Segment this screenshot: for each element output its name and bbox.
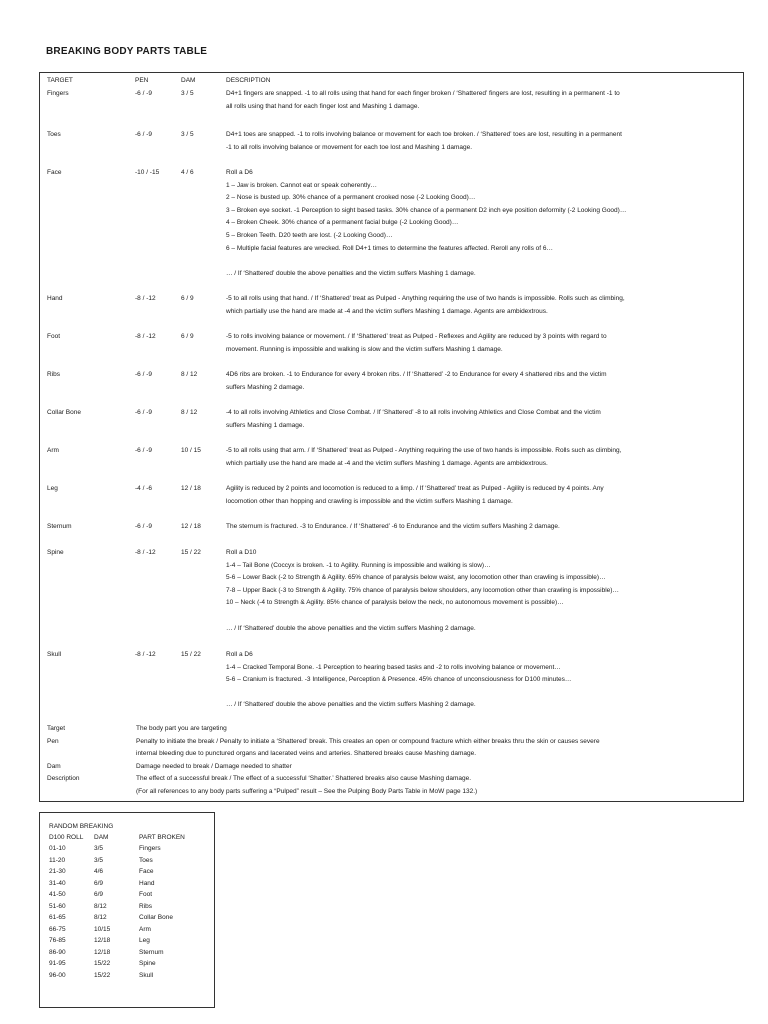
cell-dam: 8 / 12 (181, 409, 198, 416)
cell-description (226, 483, 738, 508)
cell-d100-roll: 11-20 (49, 856, 66, 864)
description-line: … / If ‘Shattered’ double the above penalties and the victim suffers Mashing 1 damage. (226, 269, 476, 277)
cell-target: Face (47, 169, 62, 176)
cell-pen: -4 / -6 (135, 485, 152, 492)
header-part-broken: PART BROKEN (139, 834, 185, 841)
description-line: Roll a D6 (226, 651, 253, 658)
description-line: 1-4 – Cracked Temporal Bone. -1 Perception to hearing based tasks and -2 to rolls involving balance or movement… (226, 663, 561, 671)
legend (40, 723, 743, 799)
description-line: The sternum is fractured. -3 to Endurance. / If ‘Shattered’ -6 to Endurance and the victim suffers Mashing 2 damage. (226, 523, 560, 530)
description-line: -1 to all rolls involving balance or movement for each toe lost and Mashing 1 damage. (226, 143, 473, 151)
description-line: 10 – Neck (-4 to Strength & Agility. 85% chance of paralysis below the neck, no autonomous movement is possible)… (226, 599, 564, 607)
cell-random-dam: 3/5 (94, 856, 104, 864)
cell-part-broken: Hand (139, 879, 155, 887)
cell-target: Collar Bone (47, 409, 81, 416)
description-line: … / If ‘Shattered’ double the above penalties and the victim suffers Mashing 2 damage. (226, 701, 476, 709)
legend-term: Description (47, 775, 80, 783)
cell-d100-roll: 31-40 (49, 879, 66, 887)
cell-random-dam: 15/22 (94, 971, 111, 979)
description-line: 5-6 – Cranium is fractured. -3 Intelligence, Perception & Presence. 45% chance of unconsciousness for D100 minutes… (226, 676, 572, 684)
description-line: -4 to all rolls involving Athletics and Close Combat. / If ‘Shattered’ -8 to all rolls involving Athletics and Close Combat and the victim (226, 409, 601, 416)
description-line: 6 – Multiple facial features are wrecked. Roll D4+1 times to determine the features affected. Reroll any rolls of 6… (226, 244, 554, 252)
cell-d100-roll: 51-60 (49, 902, 66, 910)
cell-target: Sternum (47, 523, 72, 530)
cell-pen: -6 / -9 (135, 409, 152, 416)
cell-pen: -6 / -9 (135, 371, 152, 378)
legend-continuation: (For all references to any body parts suffering a “Pulped” result – See the Pulping Body Parts Table in MoW page 132.) (136, 787, 478, 795)
cell-dam: 10 / 15 (181, 447, 201, 454)
description-line: which partially use the hand are made at -4 and the victim suffers Mashing 1 damage. Agents are ambidextrous. (226, 307, 548, 315)
cell-target: Skull (47, 651, 62, 658)
cell-d100-roll: 76-85 (49, 937, 66, 944)
cell-d100-roll: 01-10 (49, 845, 66, 852)
legend-definition: Penalty to initiate the break / Penalty to initiate a ‘Shattered’ break. This creates an open or compound fracture which either breaks thru the skin or causes severe (136, 737, 600, 745)
cell-pen: -6 / -9 (135, 131, 152, 138)
legend-continuation: internal bleeding due to punctured organs and lacerated veins and arteries. Shattered breaks cause Mashing damage. (136, 750, 477, 758)
cell-dam: 3 / 5 (181, 90, 194, 97)
breaking-table (39, 72, 744, 802)
cell-description (226, 88, 738, 113)
cell-random-dam: 3/5 (94, 845, 104, 852)
random-table-title: RANDOM BREAKING (49, 823, 114, 830)
cell-description (226, 129, 738, 154)
legend-row (40, 761, 743, 774)
legend-row (40, 773, 743, 786)
cell-dam: 12 / 18 (181, 523, 201, 530)
description-line: all rolls using that hand for each finger lost and Mashing 1 damage. (226, 102, 420, 110)
description-line: D4+1 toes are snapped. -1 to rolls involving balance or movement for each toe broken. / ‘Shattered’ toes are lost, resulting in a permanent (226, 131, 622, 138)
legend-definition: The effect of a successful break / The effect of a successful ‘Shatter.’ Shattered breaks also cause Mashing damage. (136, 775, 472, 783)
header-description: DESCRIPTION (226, 77, 271, 84)
cell-d100-roll: 21-30 (49, 868, 66, 875)
cell-description (226, 521, 738, 534)
cell-pen: -6 / -9 (135, 523, 152, 530)
description-line: 5 – Broken Teeth. D20 teeth are lost. (-2 Looking Good)… (226, 231, 393, 239)
description-line: -5 to all rolls using that arm. / If ‘Shattered’ treat as Pulped - Anything requiring the use of two hands is impossible. Rolls such as climbing, (226, 447, 622, 454)
description-line: 5-6 – Lower Back (-2 to Strength & Agility. 65% chance of paralysis below waist, any locomotion other than crawling is impossible)… (226, 574, 606, 582)
description-line: suffers Mashing 2 damage. (226, 383, 305, 391)
description-line: 1 – Jaw is broken. Cannot eat or speak coherently… (226, 181, 378, 189)
cell-part-broken: Leg (139, 937, 150, 944)
header-target: TARGET (47, 77, 73, 84)
cell-random-dam: 8/12 (94, 902, 107, 910)
cell-random-dam: 12/18 (94, 937, 111, 944)
description-line: 3 – Broken eye socket. -1 Perception to sight based tasks. 30% chance of a permanent D2 inch eye position deformity (-2 Looking Good)… (226, 206, 627, 214)
cell-part-broken: Foot (139, 891, 153, 898)
legend-row (40, 723, 743, 736)
cell-random-dam: 8/12 (94, 914, 107, 921)
cell-part-broken: Spine (139, 960, 156, 967)
cell-dam: 3 / 5 (181, 131, 194, 138)
cell-target: Hand (47, 295, 63, 302)
cell-description (226, 167, 738, 280)
random-breaking-table (39, 812, 215, 1008)
description-line: -5 to rolls involving balance or movement. / If ‘Shattered’ treat as Pulped - Reflexes and Agility are reduced by 3 points with regard to (226, 333, 607, 340)
cell-description (226, 293, 738, 318)
cell-pen: -8 / -12 (135, 549, 156, 556)
cell-random-dam: 4/6 (94, 868, 104, 875)
cell-dam: 6 / 9 (181, 333, 194, 340)
cell-dam: 8 / 12 (181, 371, 198, 378)
cell-d100-roll: 41-50 (49, 891, 66, 898)
cell-pen: -8 / -12 (135, 295, 156, 302)
cell-description (226, 369, 738, 394)
description-line: 4 – Broken Cheek. 30% chance of a permanent facial bulge (-2 Looking Good)… (226, 219, 459, 227)
description-line: Agility is reduced by 2 points and locomotion is reduced to a limp. / If ‘Shattered’ treat as Pulped - Agility is reduced by 4 points. Any (226, 485, 604, 492)
cell-part-broken: Arm (139, 925, 151, 933)
cell-description (226, 331, 738, 356)
description-line: 2 – Nose is busted up. 30% chance of a permanent crooked nose (-2 Looking Good)… (226, 194, 476, 202)
legend-term: Pen (47, 737, 59, 745)
description-line: -5 to all rolls using that hand. / If ‘Shattered’ treat as Pulped - Anything requiring the use of two hands is impossible. Rolls such as climbing, (226, 295, 625, 302)
header-pen: PEN (135, 77, 149, 84)
cell-target: Spine (47, 549, 64, 556)
legend-term: Dam (47, 762, 61, 770)
cell-target: Toes (47, 131, 61, 138)
line-gap (226, 255, 738, 268)
cell-target: Fingers (47, 90, 69, 97)
description-line: Roll a D10 (226, 549, 257, 556)
cell-pen: -8 / -12 (135, 333, 156, 340)
description-line: suffers Mashing 1 damage. (226, 421, 305, 429)
header-dam: DAM (181, 77, 196, 84)
line-gap (226, 687, 738, 700)
header-random-dam: DAM (94, 834, 109, 841)
cell-dam: 4 / 6 (181, 169, 194, 176)
cell-random-dam: 6/9 (94, 891, 104, 898)
description-line: 7-8 – Upper Back (-3 to Strength & Agility. 75% chance of paralysis below shoulders, any locomotion other than crawling is impossible)… (226, 586, 619, 594)
legend-continuation-row (40, 786, 743, 799)
legend-definition: The body part you are targeting (136, 725, 227, 732)
legend-term: Target (47, 725, 66, 732)
cell-random-dam: 15/22 (94, 960, 111, 967)
page-title: BREAKING BODY PARTS TABLE (46, 46, 208, 57)
cell-dam: 12 / 18 (181, 485, 201, 492)
description-line: locomotion other than hopping and crawling is impossible and the victim suffers Mashing 1 damage. (226, 497, 513, 505)
cell-description (226, 407, 738, 432)
cell-pen: -10 / -15 (135, 169, 160, 176)
cell-part-broken: Face (139, 868, 154, 875)
cell-random-dam: 10/15 (94, 925, 111, 933)
cell-d100-roll: 96-00 (49, 971, 66, 979)
description-line: Roll a D6 (226, 169, 253, 176)
header-d100-roll: D100 ROLL (49, 834, 84, 841)
cell-part-broken: Toes (139, 856, 153, 864)
legend-definition: Damage needed to break / Damage needed to shatter (136, 762, 292, 770)
cell-description (226, 547, 738, 635)
description-line: D4+1 fingers are snapped. -1 to all rolls using that hand for each finger broken / ‘Shattered’ fingers are lost, resulting in a permanent -1 to (226, 90, 620, 97)
cell-description (226, 445, 738, 470)
cell-dam: 15 / 22 (181, 651, 201, 658)
legend-continuation-row (40, 748, 743, 761)
cell-dam: 15 / 22 (181, 549, 201, 556)
cell-target: Foot (47, 333, 61, 340)
description-line: which partially use the hand are made at -4 and the victim suffers Mashing 1 damage. Agents are ambidextrous. (226, 459, 548, 467)
cell-d100-roll: 66-75 (49, 925, 66, 933)
cell-d100-roll: 86-90 (49, 948, 66, 956)
cell-part-broken: Skull (139, 971, 154, 979)
cell-pen: -6 / -9 (135, 90, 152, 97)
cell-description (226, 649, 738, 712)
cell-target: Ribs (47, 371, 61, 378)
cell-pen: -8 / -12 (135, 651, 156, 658)
cell-pen: -6 / -9 (135, 447, 152, 454)
cell-part-broken: Sternum (139, 948, 164, 956)
line-gap (226, 610, 738, 623)
cell-part-broken: Ribs (139, 902, 153, 910)
description-line: … / If ‘Shattered’ double the above penalties and the victim suffers Mashing 2 damage. (226, 624, 476, 632)
cell-part-broken: Fingers (139, 845, 161, 852)
cell-random-dam: 12/18 (94, 948, 111, 956)
legend-row (40, 736, 743, 749)
cell-dam: 6 / 9 (181, 295, 194, 302)
cell-d100-roll: 91-95 (49, 960, 66, 967)
cell-d100-roll: 61-65 (49, 914, 66, 921)
description-line: 1-4 – Tail Bone (Coccyx is broken. -1 to Agility. Running is impossible and walking is slow)… (226, 561, 491, 569)
cell-part-broken: Collar Bone (139, 914, 173, 921)
description-line: movement. Running is impossible and walking is slow and the victim suffers Mashing 1 damage. (226, 345, 503, 353)
cell-target: Leg (47, 485, 58, 492)
cell-random-dam: 6/9 (94, 879, 104, 887)
cell-target: Arm (47, 447, 59, 454)
description-line: 4D6 ribs are broken. -1 to Endurance for every 4 broken ribs. / If ‘Shattered’ -2 to Endurance for every 4 shattered ribs and the victim (226, 371, 607, 378)
